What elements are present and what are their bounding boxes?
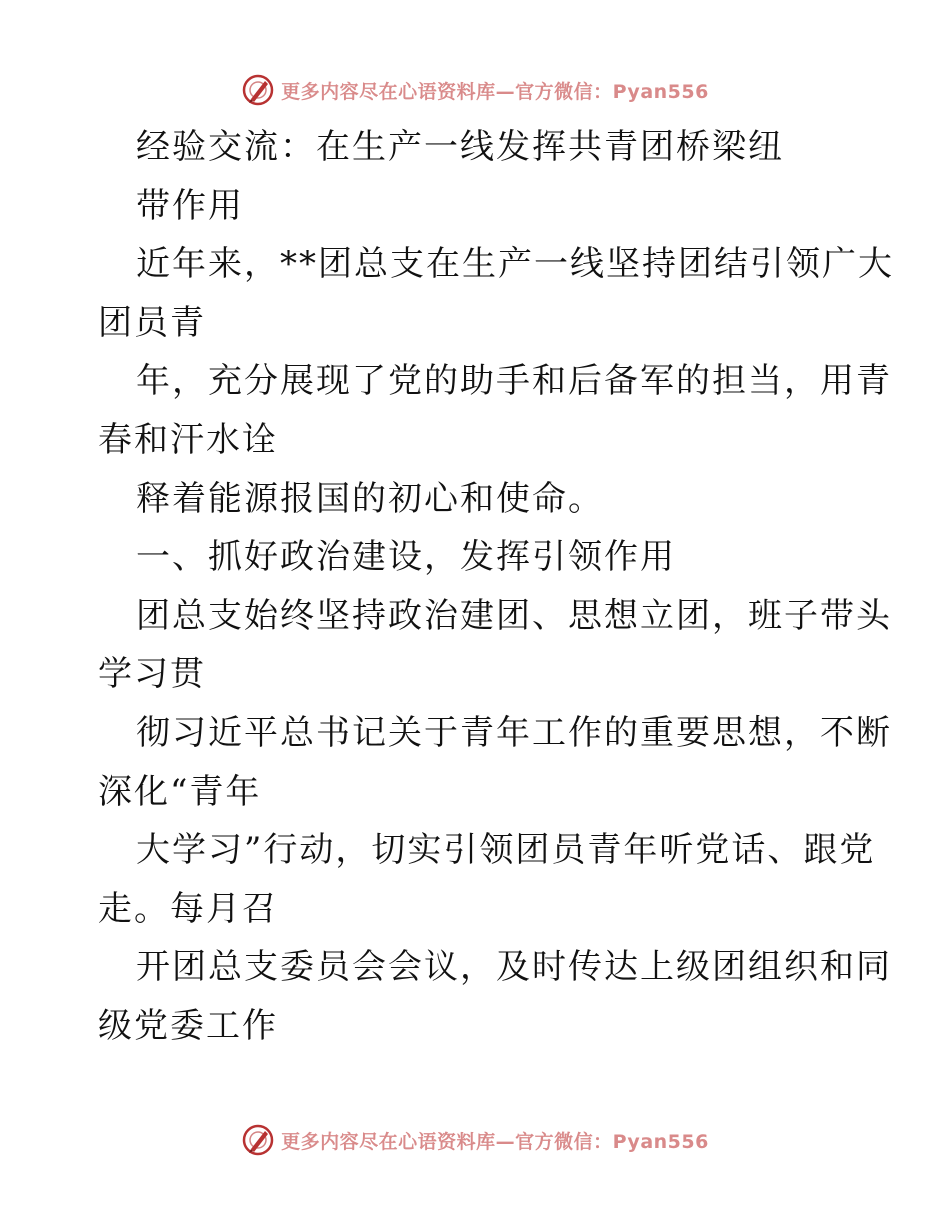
footer-banner-text: 更多内容尽在心语资料库—官方微信：Pyan556 xyxy=(281,1130,709,1153)
text-line: 深化“青年 xyxy=(98,771,262,812)
text-line: 走。每月召 xyxy=(98,888,278,929)
text-line: 释着能源报国的初心和使命。 xyxy=(136,478,604,519)
text-line: 春和汗水诠 xyxy=(98,419,278,460)
section-heading: 一、抓好政治建设，发挥引领作用 xyxy=(136,537,676,578)
pen-logo-icon xyxy=(241,1123,275,1157)
pen-logo-icon xyxy=(241,73,275,107)
document-body xyxy=(98,118,894,1056)
text-line: 学习贯 xyxy=(98,654,206,695)
text-line: 近年来，**团总支在生产一线坚持团结引领广大 xyxy=(136,244,894,285)
footer-watermark-banner xyxy=(0,1120,950,1160)
text-line: 经验交流：在生产一线发挥共青团桥梁纽 xyxy=(136,127,784,167)
header-banner-text: 更多内容尽在心语资料库—官方微信：Pyan556 xyxy=(281,80,709,103)
text-line: 级党委工作 xyxy=(98,1005,278,1046)
text-line: 彻习近平总书记关于青年工作的重要思想，不断 xyxy=(136,712,892,753)
header-watermark-banner xyxy=(0,70,950,110)
text-line: 团总支始终坚持政治建团、思想立团，班子带头 xyxy=(136,595,892,636)
text-line: 开团总支委员会会议，及时传达上级团组织和同 xyxy=(136,947,892,988)
text-line: 大学习”行动，切实引领团员青年听党话、跟党 xyxy=(136,830,876,871)
text-line: 带作用 xyxy=(136,185,244,226)
text-line: 年，充分展现了党的助手和后备军的担当，用青 xyxy=(136,361,892,402)
text-line: 团员青 xyxy=(98,302,206,343)
